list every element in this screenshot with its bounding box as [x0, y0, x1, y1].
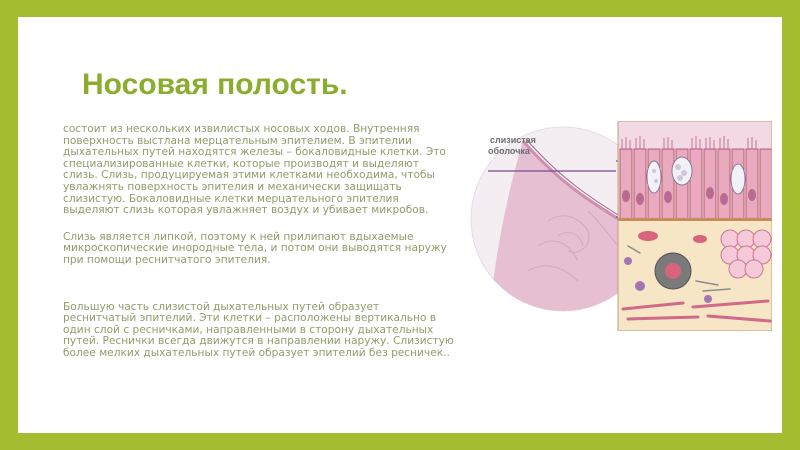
paragraph-1: состоит из нескольких извилистых носовых ходов. Внутренняя поверхность выстлана мерцательным эпителием. В эпителии дыхательных путей находятся железы – бокаловидные клетки. Это специализированные клетки, которые производят и выделяют слизь. Слизь, продуцируемая этими клетками необходима, чтобы увлажнять поверхность эпителия и механически защищать слизистую. Бокаловидные клетки мерцательного эпителия выделяют слизь которая увлажняет воздух и убивает микробов.	[63, 123, 446, 217]
mucosa-drawing	[468, 121, 772, 331]
slide-title: Носовая полость.	[82, 68, 348, 101]
figure-label-line2: оболочка	[488, 146, 530, 156]
slide-body	[63, 124, 455, 360]
figure-label-line1: слизистая	[490, 135, 536, 145]
paragraph-2: Слизь является липкой, поэтому к ней прилипают вдыхаемые микроскопические инородные тела, и потом они выводятся наружу при помощи реснитчатого эпителия.	[63, 230, 447, 266]
tissue-block	[618, 121, 772, 331]
paragraph-3: Большую часть слизистой дыхательных путей образует реснитчатый эпителий. Эти клетки – расположены вертикально в один слой с ресничками, направленными в сторону дыхательных путей. Реснички всегда движутся в направлении наружу. Слизистую более мелких дыхательных путей образует эпителий без ресничек..	[63, 300, 454, 359]
mucosa-illustration	[468, 121, 772, 331]
slide	[18, 17, 782, 433]
